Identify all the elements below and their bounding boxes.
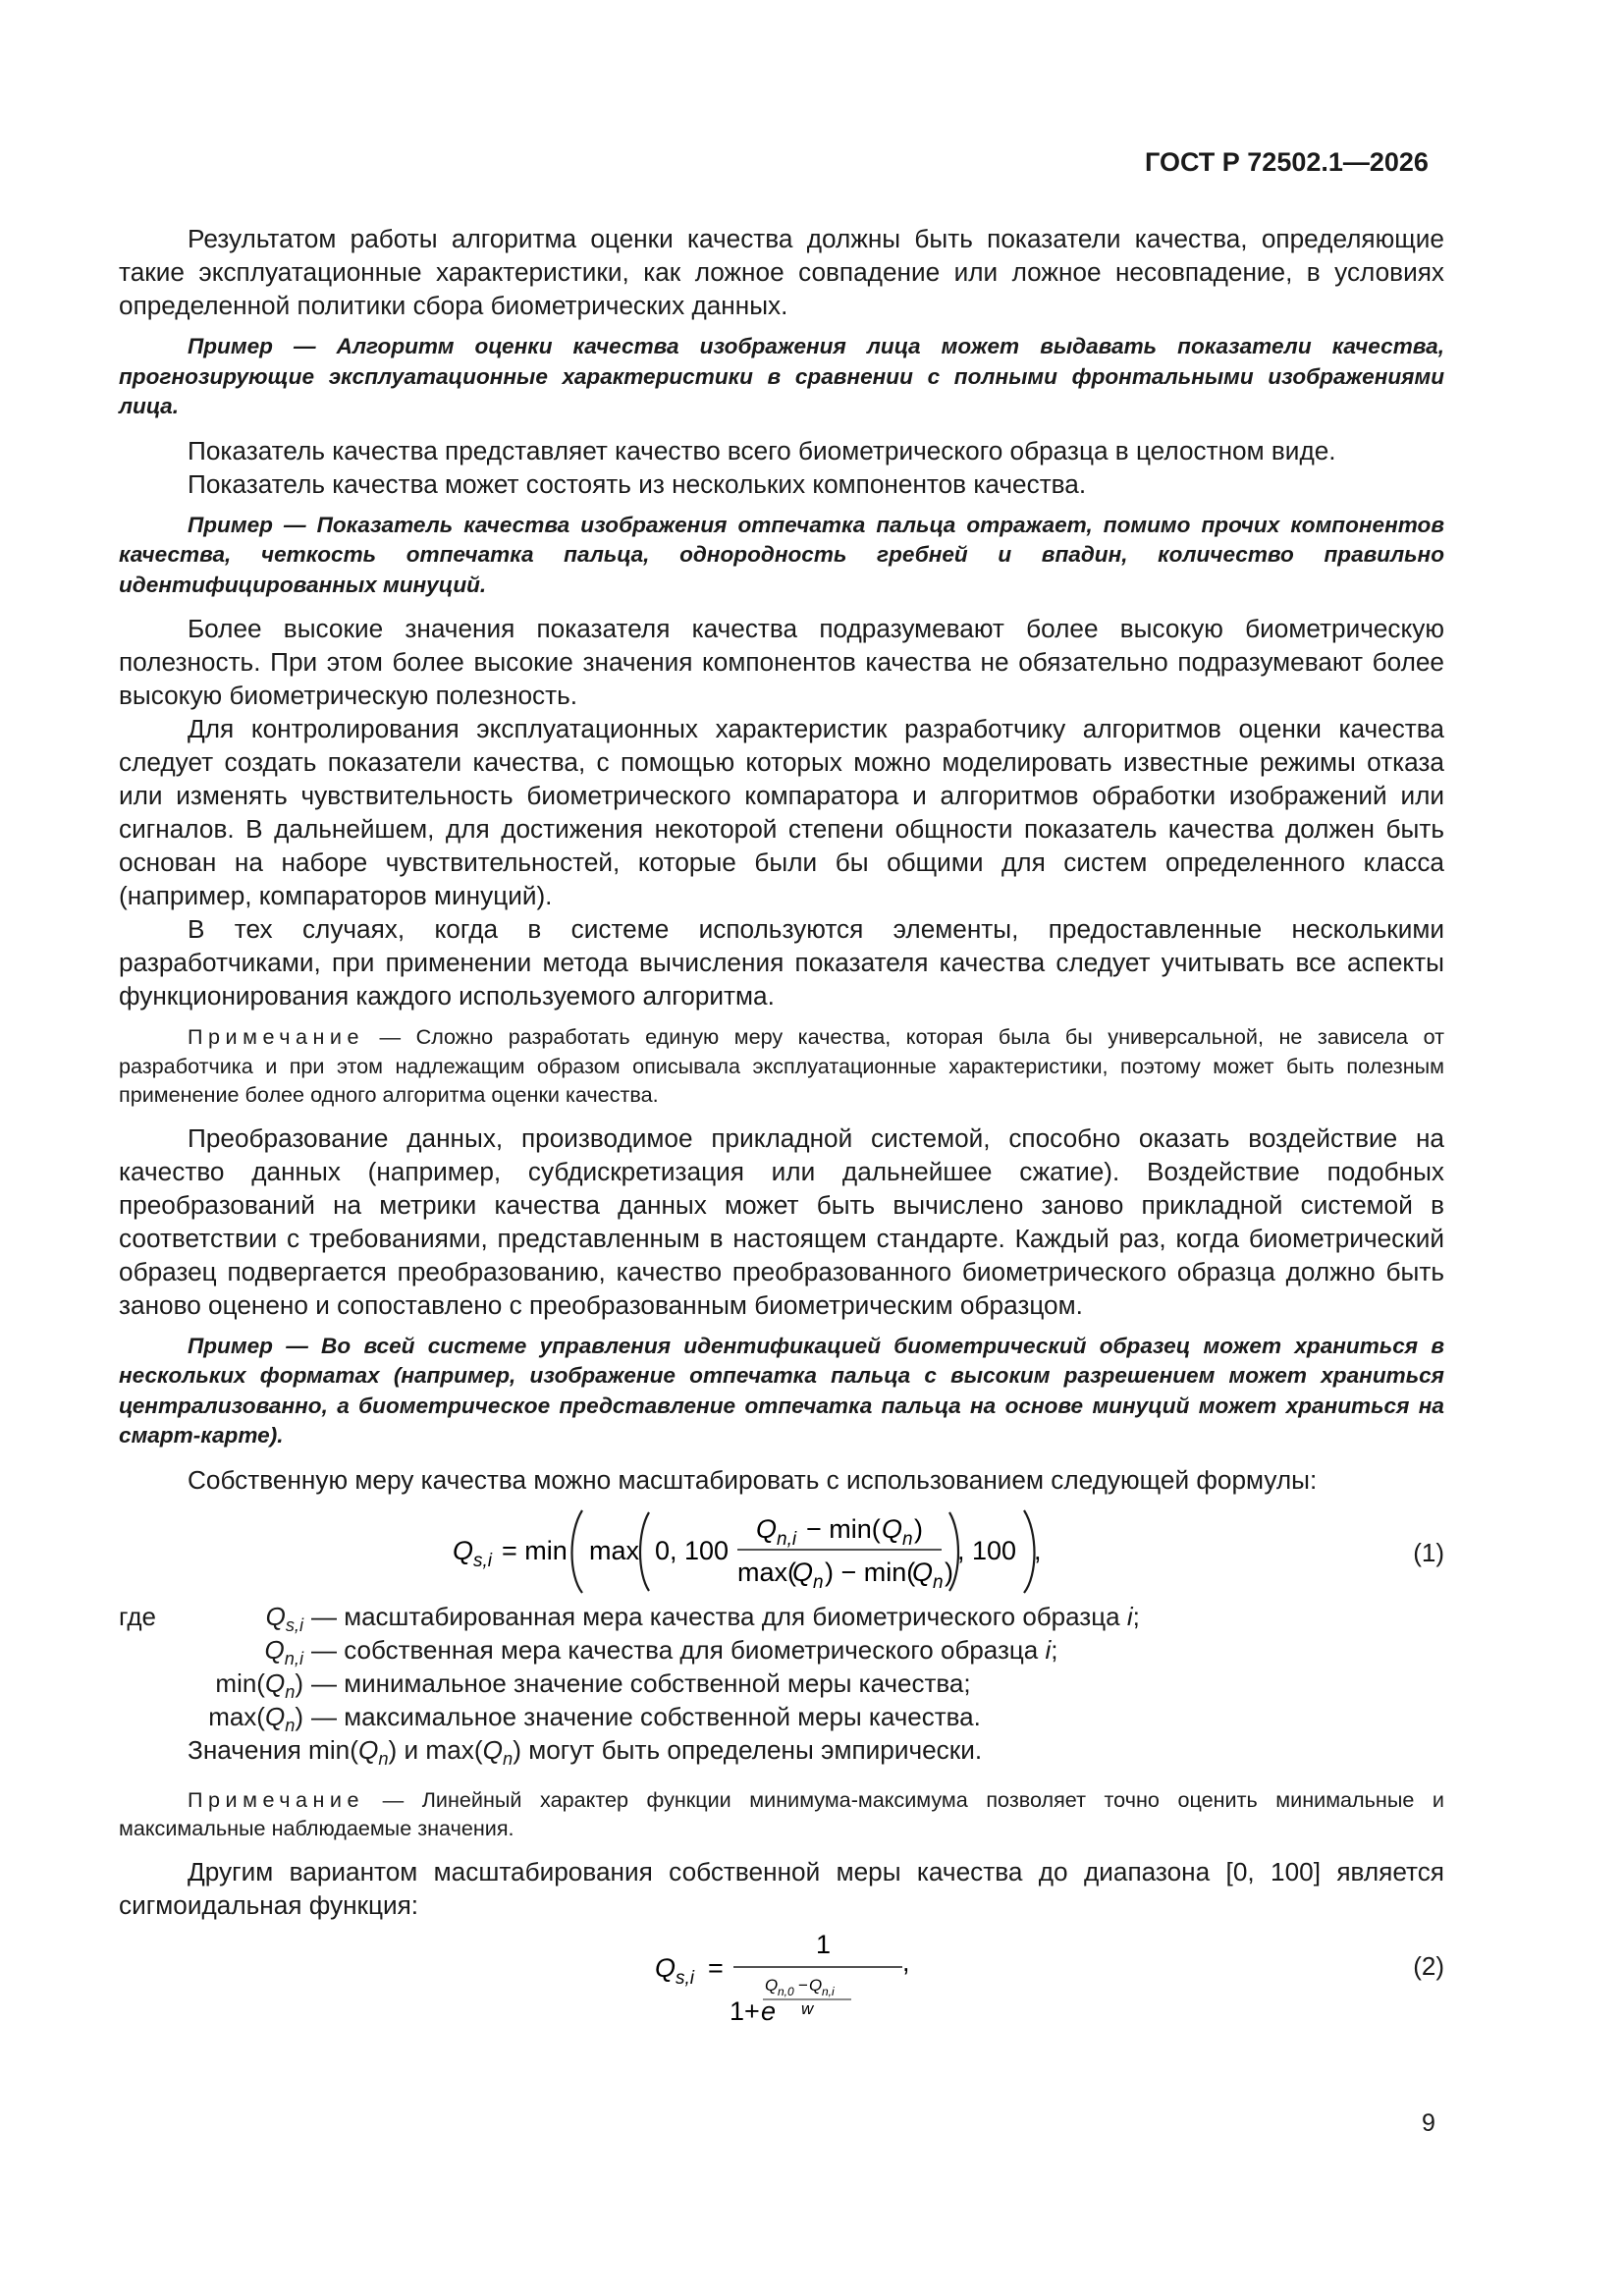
equation-number-2: (2) bbox=[1413, 1950, 1444, 1981]
formula-1-num-rest: − min( bbox=[806, 1513, 881, 1544]
formula-2-lhs-q: Q bbox=[655, 1952, 676, 1983]
exp-num-sub: n,0 bbox=[778, 1984, 794, 1998]
paragraph: Преобразование данных, производимое прикладной системой, способно оказать воздействие на качество данных (например, субдискретизация или дальнейшее сжатие). Воздействие подобных преобразований на метрики качества данных может быть вычислено заново прикладной системой в соответствии с требованиями, представленным в настоящем стандарте. Каждый раз, когда биометрический образец подвергается преобразованию, качество преобразованного биометрического образца должно быть заново оценено и сопоставлено с преобразованным биометрическим образцом. bbox=[119, 1122, 1444, 1320]
example: Пример — Алгоритм оценки качества изображения лица может выдавать показатели качества, прогнозирующие эксплуатационные характеристики в сравнении с полными фронтальными изображениями лица. bbox=[119, 334, 1444, 418]
document-id: ГОСТ Р 72502.1—2026 bbox=[1145, 147, 1429, 177]
note-label: Примечание bbox=[188, 1024, 364, 1049]
paren-right-outer bbox=[1024, 1510, 1035, 1593]
formula-1-den-sub: n bbox=[813, 1571, 824, 1593]
paragraph: Для контролирования эксплуатационных характеристик разработчику алгоритмов оценки качества следует создать показатели качества, с помощью которых можно моделировать известные режимы отказа или изменять чувствительность биометрического компаратора и алгоритмов обработки изображений или сигналов. В дальнейшем, для достижения некоторой степени общности показатель качества должен быть основан на наборе чувствительностей, которые были бы общими для систем определенного класса (например, компараторов минуций). bbox=[119, 714, 1444, 910]
formula-1-expression bbox=[453, 1504, 1218, 1597]
where-term: $\min(Q_n)$ bbox=[215, 1667, 303, 1702]
formula-1-den-sub2: n bbox=[933, 1571, 944, 1593]
formula-1-num-sub2: n bbox=[902, 1528, 913, 1550]
formula-1-den-q: Q bbox=[792, 1557, 814, 1587]
where-term: $\max(Q_n)$ bbox=[208, 1701, 303, 1735]
formula-1-num-q2: Q bbox=[882, 1513, 903, 1544]
exp-num-sub2: n,i bbox=[822, 1984, 835, 1998]
paragraph: Собственную меру качества можно масштабировать с использованием следующей формулы: bbox=[188, 1464, 1318, 1495]
paren-left-inner bbox=[640, 1512, 649, 1591]
formula-1-den-mid: ) − min( bbox=[825, 1557, 916, 1587]
example: Пример — Во всей системе управления идентификацией биометрический образец может храниться в нескольких форматах (например, изображение отпечатка пальца с высоким разрешением может храниться централизованно, а биометрическое представление отпечатка пальца на основе минуций может храниться на смарт-карте). bbox=[119, 1333, 1444, 1448]
paragraph: Показатель качества может состоять из нескольких компонентов качества. bbox=[188, 468, 1087, 499]
formula-2-numerator: 1 bbox=[816, 1929, 832, 1959]
formula-1-max: max bbox=[589, 1535, 640, 1565]
formula-2-den-e: e bbox=[761, 1995, 777, 2026]
paragraph: Показатель качества представляет качество всего биометрического образца в целостном виде. bbox=[188, 435, 1336, 465]
paragraph-empirical: Значения $\min(Q_n)$ и $\max(Q_n)$ могут быть определены эмпирически. bbox=[188, 1734, 983, 1769]
where-list bbox=[119, 1601, 1444, 1733]
paragraph: Другим вариантом масштабирования собственной меры качества до диапазона [0, 100] является сигмоидальная функция: bbox=[119, 1856, 1444, 1920]
note-text: — Линейный характер функции минимума-максимума позволяет точно оценить минимальные и максимальные наблюдаемые значения. bbox=[119, 1786, 1444, 1841]
formula-1 bbox=[119, 1504, 1444, 1597]
formula-2-den-one: 1+ bbox=[730, 1995, 760, 2026]
equation-number-1: (1) bbox=[1413, 1537, 1444, 1567]
note bbox=[119, 1022, 1444, 1110]
formula-1-lhs-q: Q bbox=[453, 1535, 474, 1565]
formula-1-eq: = min bbox=[502, 1535, 568, 1565]
paragraph: Результатом работы алгоритма оценки качества должны быть показатели качества, определяющие такие эксплуатационные характеристики, как ложное совпадение или ложное несовпадение, в условиях определенной политики сбора биометрических данных. bbox=[119, 224, 1444, 320]
note-text: — Сложно разработать единую меру качества, которая была бы универсальной, не зависела от разработчика и при этом надлежащим образом описывала эксплуатационные характеристики, поэтому может быть полезным применение более одного алгоритма оценки качества. bbox=[119, 1024, 1444, 1107]
formula-1-den-close: ) bbox=[945, 1557, 953, 1587]
exp-den-w: w bbox=[801, 1998, 814, 2018]
formula-1-num-q: Q bbox=[756, 1513, 778, 1544]
formula-1-tail: , 100 bbox=[957, 1535, 1017, 1565]
formula-1-num-close: ) bbox=[914, 1513, 923, 1544]
where-word: где bbox=[119, 1601, 156, 1631]
formula-2-expression bbox=[655, 1928, 989, 2026]
where-desc: — максимальное значение собственной меры качества. bbox=[311, 1701, 981, 1731]
note bbox=[119, 1785, 1444, 1843]
where-term: $Q_{n,i}$ bbox=[264, 1634, 303, 1668]
where-desc: — минимальное значение собственной меры качества; bbox=[311, 1667, 971, 1698]
formula-1-args: 0, 100 bbox=[655, 1535, 730, 1565]
where-desc: — масштабированная мера качества для биометрического образца i; bbox=[311, 1601, 1140, 1631]
formula-2 bbox=[119, 1928, 1444, 2026]
exp-num-q2: Q bbox=[809, 1975, 823, 1995]
exp-minus: − bbox=[798, 1975, 808, 1995]
where-desc: — собственная мера качества для биометрического образца i; bbox=[311, 1634, 1058, 1665]
page-body bbox=[119, 222, 1444, 2026]
formula-2-lhs-sub: s,i bbox=[676, 1967, 694, 1989]
paren-left-outer bbox=[572, 1510, 583, 1593]
formula-2-eq: = bbox=[708, 1952, 724, 1983]
note-label: Примечание bbox=[188, 1786, 364, 1812]
example: Пример — Показатель качества изображения отпечатка пальца отражает, помимо прочих компонентов качества, четкость отпечатка пальца, однородность гребней и впадин, количество правильно идентифицированных минуций. bbox=[119, 512, 1444, 597]
where-term: $Q_{s,i}$ bbox=[265, 1601, 303, 1635]
page-number: 9 bbox=[1422, 2109, 1435, 2137]
exp-num-q: Q bbox=[765, 1975, 779, 1995]
formula-1-lhs-sub: s,i bbox=[473, 1550, 492, 1571]
formula-1-num-sub: n,i bbox=[777, 1528, 797, 1550]
formula-1-den-max: max( bbox=[737, 1557, 796, 1587]
formula-2-end: , bbox=[902, 1946, 910, 1977]
formula-1-end: , bbox=[1034, 1535, 1042, 1565]
paragraph: Более высокие значения показателя качества подразумевают более высокую биометрическую полезность. При этом более высокие значения компонентов качества не обязательно подразумевают более высокую биометрическую полезность. bbox=[119, 614, 1444, 710]
paragraph: В тех случаях, когда в системе используются элементы, предоставленные несколькими разработчиками, при применении метода вычисления показателя качества следует учитывать все аспекты функционирования каждого используемого алгоритма. bbox=[119, 914, 1444, 1011]
formula-1-den-q2: Q bbox=[912, 1557, 934, 1587]
